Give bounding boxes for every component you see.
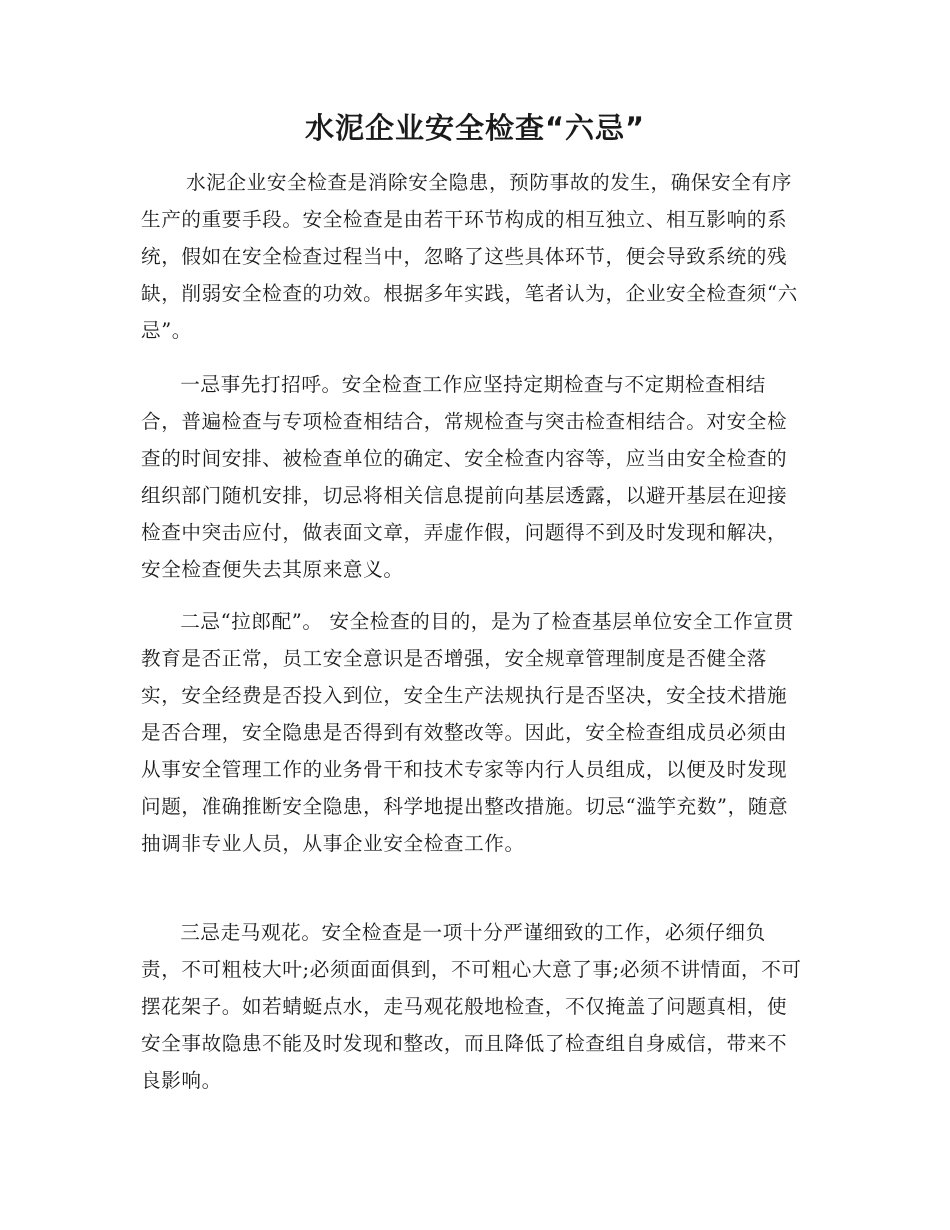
paragraph-taboo-1: 一忌事先打招呼。安全检查工作应坚持定期检查与不定期检查相结合，普遍检查与专项检查相结合，常规检查与突击检查相结合。对安全检查的时间安排、被检查单位的确定、安全检查内容等，应当由安全检查的组织部门随机安排，切忌将相关信息提前向基层透露，以避开基层在迎接检查中突击应付，做表面文章，弄虚作假，问题得不到及时发现和解决，安全检查便失去其原来意义。 <box>141 373 788 581</box>
paragraph-taboo-2: 二忌“拉郎配”。 安全检查的目的，是为了检查基层单位安全工作宣贯教育是否正常，员工安全意识是否增强，安全规章管理制度是否健全落实，安全经费是否投入到位，安全生产法规执行是否坚决，安全技术措施是否合理，安全隐患是否得到有效整改等。因此，安全检查组成员必须由从事安全管理工作的业务骨干和技术专家等内行人员组成，以便及时发现问题，准确推断安全隐患，科学地提出整改措施。切忌“滥竽充数”，随意抽调非专业人员，从事企业安全检查工作。 <box>141 610 794 855</box>
intro-paragraph: 水泥企业安全检查是消除安全隐患，预防事故的发生，确保安全有序生产的重要手段。安全检查是由若干环节构成的相互独立、相互影响的系统，假如在安全检查过程当中，忽略了这些具体环节，便会导致系统的残缺，削弱安全检查的功效。根据多年实践，笔者认为，企业安全检查须“六忌”。 <box>141 171 798 342</box>
paragraph-taboo-3: 三忌走马观花。安全检查是一项十分严谨细致的工作，必须仔细负责，不可粗枝大叶;必须面面俱到，不可粗心大意了事;必须不讲情面，不可摆花架子。如若蜻蜓点水，走马观花般地检查，不仅掩盖了问题真相，使安全事故隐患不能及时发现和整改，而且降低了检查组自身威信，带来不良影响。 <box>141 921 802 1092</box>
document-title: 水泥企业安全检查“六忌” <box>304 111 646 145</box>
